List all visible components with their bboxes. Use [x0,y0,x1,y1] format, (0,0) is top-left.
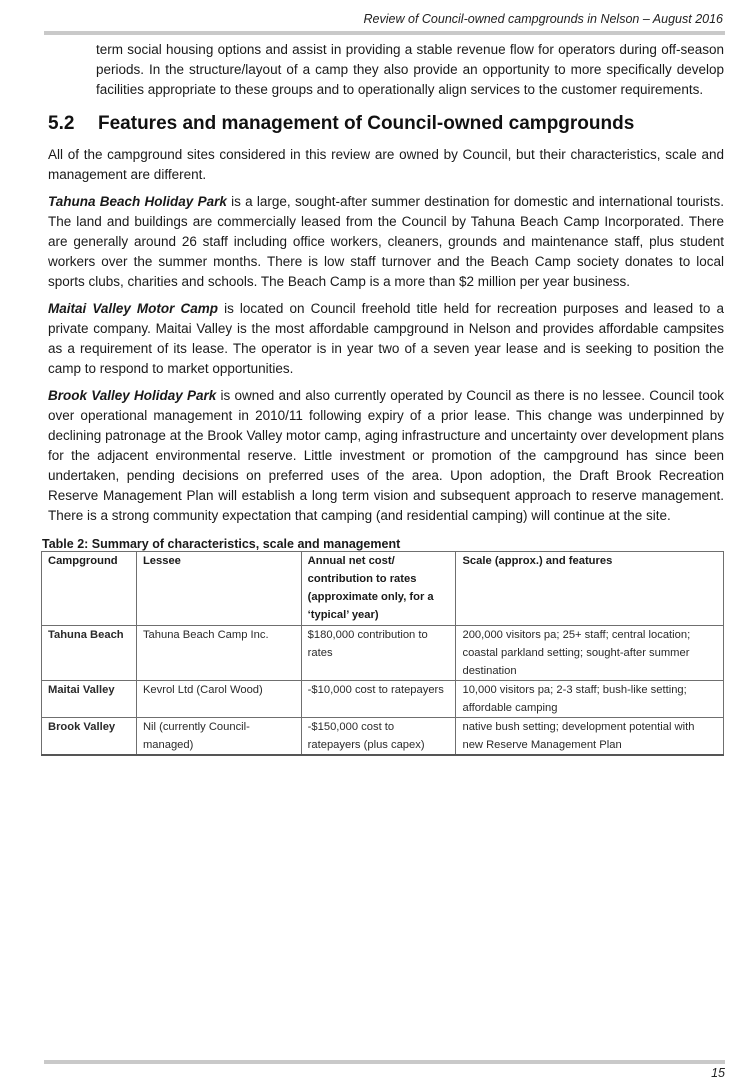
tahuna-name: Tahuna Beach Holiday Park [48,194,227,209]
maitai-name: Maitai Valley Motor Camp [48,301,218,316]
cell-lessee: Kevrol Ltd (Carol Wood) [136,681,301,718]
brook-paragraph [48,386,724,526]
header-annual-cost: Annual net cost/ contribution to rates (approximate only, for a ‘typical’ year) [301,552,456,626]
table-caption: Table 2: Summary of characteristics, scale and management [42,537,401,551]
summary-table [41,551,724,756]
tahuna-text: is a large, sought-after summer destination for domestic and international tourists. The land and buildings are commercially leased from the Council by Tahuna Beach Camp Incorporated. There are generally around 26 staff including office workers, cleaners, grounds and maintenance staff, plus student workers over the summer months. There is low staff turnover and the Beach Camp society donates to local sports clubs, charities and schools. The Beach Camp is a more than $2 million per year business. [48,194,724,289]
table-row [42,718,724,756]
page-number: 15 [711,1066,725,1080]
cell-scale-features: 10,000 visitors pa; 2-3 staff; bush-like setting; affordable camping [456,681,724,718]
footer-rule [44,1060,725,1064]
cell-scale-features: native bush setting; development potential with new Reserve Management Plan [456,718,724,756]
table-row [42,626,724,681]
maitai-paragraph [48,299,724,379]
brook-text: is owned and also currently operated by Council as there is no lessee. Council took over operational management in 2010/11 following expiry of a prior lease. This change was underpinned by declining patronage at the Brook Valley motor camp, aging infrastructure and uncertainty over development plans for the adjacent environmental reserve. Little investment or promotion of the campground has since been undertaken, pending decisions on preferred uses of the area. Upon adoption, the Draft Brook Recreation Reserve Management Plan will establish a long term vision and subsequent approach to reserve management. There is a strong community expectation that camping (and residential camping) will continue at the site. [48,388,724,523]
cell-annual-cost: $180,000 contribution to rates [301,626,456,681]
cell-campground: Maitai Valley [42,681,137,718]
maitai-text: is located on Council freehold title held for recreation purposes and leased to a private company. Maitai Valley is the most affordable campground in Nelson and provides affordable campsites as a requirement of its lease. The operator is in year two of a seven year lease and is seeking to position the camp to respond to market opportunities. [48,301,724,376]
section-heading [48,112,724,136]
cell-scale-features: 200,000 visitors pa; 25+ staff; central location; coastal parkland setting; sought-after summer destination [456,626,724,681]
page-content [42,40,724,756]
table-row [42,681,724,718]
cell-lessee: Nil (currently Council-managed) [136,718,301,756]
brook-name: Brook Valley Holiday Park [48,388,217,403]
header-campground: Campground [42,552,137,626]
intro-paragraph: term social housing options and assist in providing a stable revenue flow for operators during off-season periods. In the structure/layout of a camp they also provide an opportunity to more specifically develop facilities appropriate to these groups and to operationally align services to the customer requirements. [96,42,724,97]
cell-annual-cost: -$10,000 cost to ratepayers [301,681,456,718]
cell-annual-cost: -$150,000 cost to ratepayers (plus capex) [301,718,456,756]
section-title: Features and management of Council-owned campgrounds [98,113,635,134]
header-scale-features: Scale (approx.) and features [456,552,724,626]
cell-lessee: Tahuna Beach Camp Inc. [136,626,301,681]
header-rule [44,31,725,35]
section-number: 5.2 [48,113,75,134]
tahuna-paragraph [48,192,724,292]
cell-campground: Brook Valley [42,718,137,756]
header-lessee: Lessee [136,552,301,626]
table-header-row [42,552,724,626]
overview-paragraph: All of the campground sites considered in this review are owned by Council, but their characteristics, scale and management are different. [48,147,724,182]
cell-campground: Tahuna Beach [42,626,137,681]
running-header: Review of Council-owned campgrounds in Nelson – August 2016 [363,12,723,26]
